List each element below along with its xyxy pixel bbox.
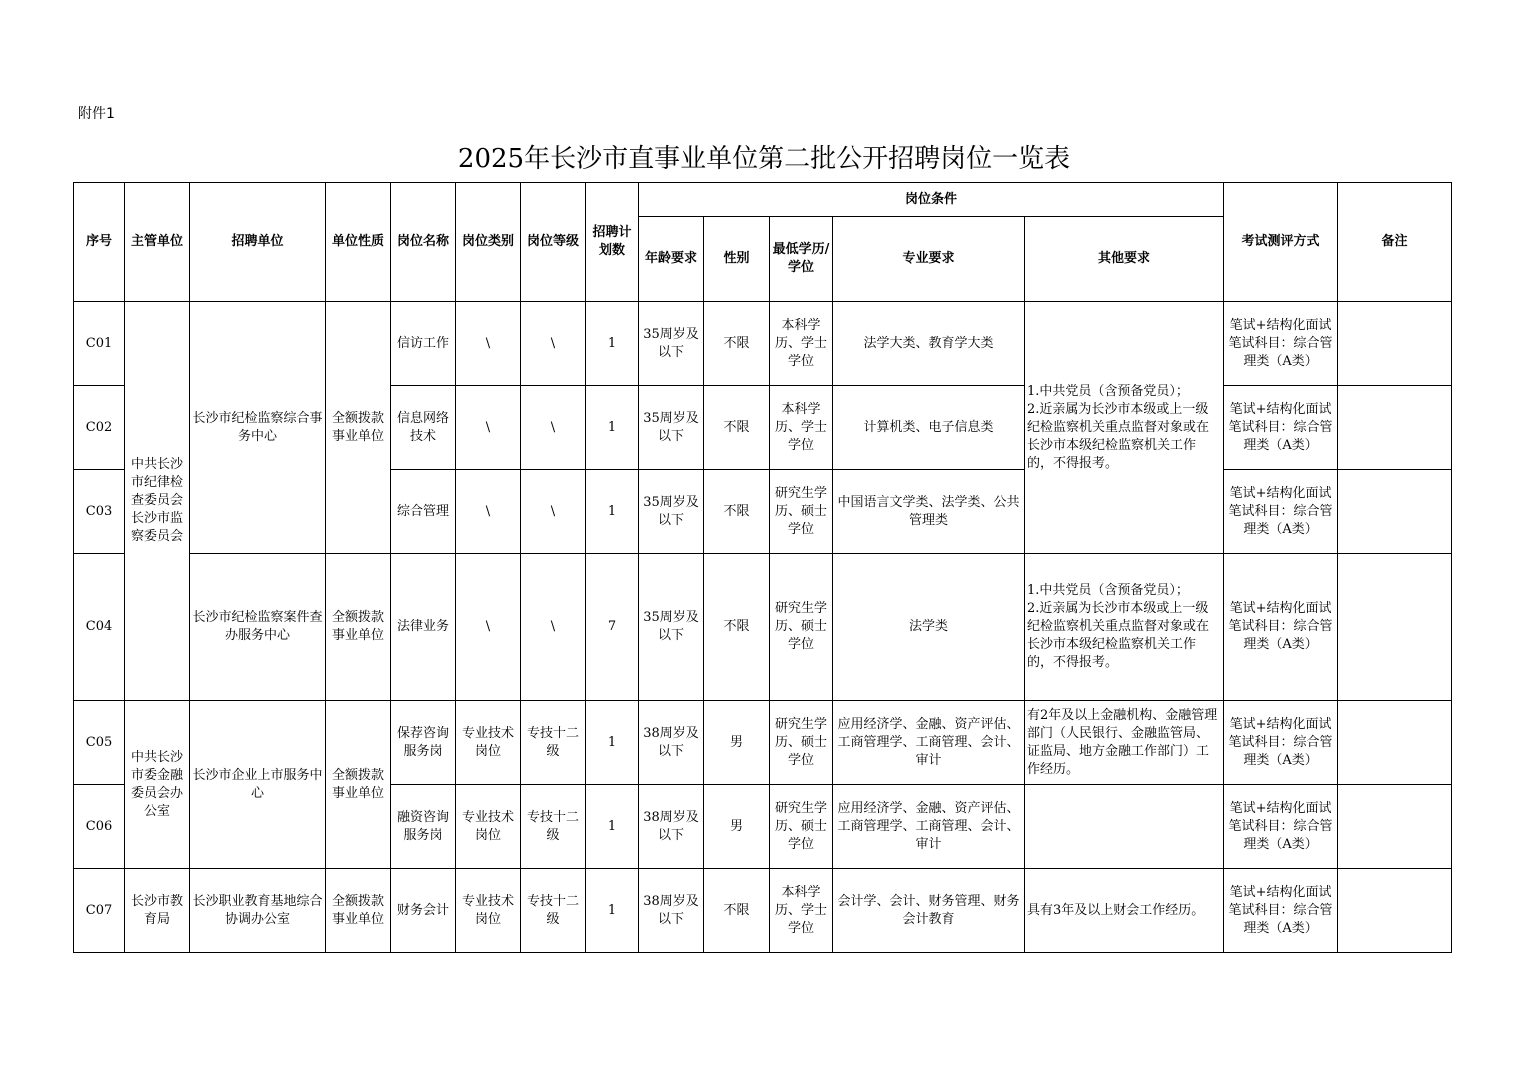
cell-age: 35周岁及以下 — [639, 386, 704, 470]
cell-major: 会计学、会计、财务管理、财务会计教育 — [833, 869, 1025, 953]
header-gender: 性别 — [704, 217, 770, 302]
cell-remark — [1338, 701, 1452, 785]
cell-id: C05 — [74, 701, 125, 785]
cell-plan: 7 — [586, 554, 639, 701]
cell-unit: 长沙市纪检监察案件查办服务中心 — [190, 554, 326, 701]
cell-post: 保荐咨询服务岗 — [391, 701, 456, 785]
header-unit: 招聘单位 — [190, 183, 326, 302]
cell-age: 38周岁及以下 — [639, 785, 704, 869]
cell-edu: 研究生学历、硕士学位 — [770, 470, 833, 554]
cell-plan: 1 — [586, 470, 639, 554]
recruitment-table — [73, 182, 1452, 953]
cell-exam: 笔试+结构化面试笔试科目：综合管理类（A类） — [1224, 302, 1338, 386]
cell-gender: 男 — [704, 701, 770, 785]
cell-id: C06 — [74, 785, 125, 869]
cell-gender: 不限 — [704, 386, 770, 470]
cell-major: 法学大类、教育学大类 — [833, 302, 1025, 386]
cell-major: 法学类 — [833, 554, 1025, 701]
cell-other: 1.中共党员（含预备党员）； 2.近亲属为长沙市本级或上一级纪检监察机关重点监督对象或在长沙市本级纪检监察机关工作的，不得报考。 — [1025, 554, 1224, 701]
cell-other: 具有3年及以上财会工作经历。 — [1025, 869, 1224, 953]
table-row — [74, 302, 1452, 386]
cell-level: \ — [521, 302, 586, 386]
cell-other: 1.中共党员（含预备党员）； 2.近亲属为长沙市本级或上一级纪检监察机关重点监督对象或在长沙市本级纪检监察机关工作的，不得报考。 — [1025, 302, 1224, 554]
cell-type: 专业技术岗位 — [456, 785, 521, 869]
cell-gender: 男 — [704, 785, 770, 869]
cell-remark — [1338, 470, 1452, 554]
cell-type: 专业技术岗位 — [456, 701, 521, 785]
header-edu: 最低学历/学位 — [770, 217, 833, 302]
cell-remark — [1338, 785, 1452, 869]
cell-edu: 本科学历、学士学位 — [770, 869, 833, 953]
cell-gender: 不限 — [704, 302, 770, 386]
cell-major: 中国语言文学类、法学类、公共管理类 — [833, 470, 1025, 554]
cell-nature: 全额拨款事业单位 — [326, 302, 391, 554]
cell-other: 有2年及以上金融机构、金融管理部门（人民银行、金融监管局、证监局、地方金融工作部门）工作经历。 — [1025, 701, 1224, 785]
cell-level: \ — [521, 386, 586, 470]
header-remark: 备注 — [1338, 183, 1452, 302]
cell-gender: 不限 — [704, 470, 770, 554]
cell-remark — [1338, 869, 1452, 953]
cell-gender: 不限 — [704, 554, 770, 701]
header-nature: 单位性质 — [326, 183, 391, 302]
header-post-name: 岗位名称 — [391, 183, 456, 302]
cell-unit: 长沙市纪检监察综合事务中心 — [190, 302, 326, 554]
header-conditions: 岗位条件 — [639, 183, 1224, 217]
cell-plan: 1 — [586, 386, 639, 470]
cell-gender: 不限 — [704, 869, 770, 953]
table-row — [74, 869, 1452, 953]
header-authority: 主管单位 — [125, 183, 190, 302]
cell-nature: 全额拨款事业单位 — [326, 554, 391, 701]
cell-post: 综合管理 — [391, 470, 456, 554]
cell-id: C04 — [74, 554, 125, 701]
header-post-type: 岗位类别 — [456, 183, 521, 302]
cell-level: 专技十二级 — [521, 869, 586, 953]
cell-exam: 笔试+结构化面试笔试科目：综合管理类（A类） — [1224, 869, 1338, 953]
cell-id: C01 — [74, 302, 125, 386]
cell-edu: 研究生学历、硕士学位 — [770, 701, 833, 785]
header-other: 其他要求 — [1025, 217, 1224, 302]
cell-plan: 1 — [586, 869, 639, 953]
cell-type: \ — [456, 302, 521, 386]
attachment-label: 附件1 — [78, 106, 115, 122]
page-title: 2025年长沙市直事业单位第二批公开招聘岗位一览表 — [457, 144, 1071, 174]
cell-age: 35周岁及以下 — [639, 470, 704, 554]
cell-type: \ — [456, 554, 521, 701]
cell-major: 应用经济学、金融、资产评估、工商管理学、工商管理、会计、审计 — [833, 701, 1025, 785]
cell-plan: 1 — [586, 785, 639, 869]
cell-remark — [1338, 554, 1452, 701]
cell-post: 财务会计 — [391, 869, 456, 953]
cell-level: 专技十二级 — [521, 701, 586, 785]
cell-major: 计算机类、电子信息类 — [833, 386, 1025, 470]
cell-remark — [1338, 386, 1452, 470]
cell-major: 应用经济学、金融、资产评估、工商管理学、工商管理、会计、审计 — [833, 785, 1025, 869]
table-row — [74, 554, 1452, 701]
header-exam: 考试测评方式 — [1224, 183, 1338, 302]
cell-post: 信访工作 — [391, 302, 456, 386]
cell-edu: 研究生学历、硕士学位 — [770, 785, 833, 869]
cell-exam: 笔试+结构化面试笔试科目：综合管理类（A类） — [1224, 554, 1338, 701]
cell-type: 专业技术岗位 — [456, 869, 521, 953]
cell-other — [1025, 785, 1224, 869]
cell-unit: 长沙职业教育基地综合协调办公室 — [190, 869, 326, 953]
cell-authority: 中共长沙市纪律检查委员会长沙市监察委员会 — [125, 302, 190, 701]
cell-type: \ — [456, 386, 521, 470]
cell-level: 专技十二级 — [521, 785, 586, 869]
header-major: 专业要求 — [833, 217, 1025, 302]
cell-age: 38周岁及以下 — [639, 701, 704, 785]
cell-exam: 笔试+结构化面试笔试科目：综合管理类（A类） — [1224, 470, 1338, 554]
header-age: 年龄要求 — [639, 217, 704, 302]
header-plan: 招聘计划数 — [586, 183, 639, 302]
cell-edu: 研究生学历、硕士学位 — [770, 554, 833, 701]
cell-post: 信息网络技术 — [391, 386, 456, 470]
cell-exam: 笔试+结构化面试笔试科目：综合管理类（A类） — [1224, 386, 1338, 470]
cell-age: 35周岁及以下 — [639, 302, 704, 386]
cell-exam: 笔试+结构化面试笔试科目：综合管理类（A类） — [1224, 701, 1338, 785]
cell-edu: 本科学历、学士学位 — [770, 386, 833, 470]
cell-id: C07 — [74, 869, 125, 953]
cell-post: 法律业务 — [391, 554, 456, 701]
cell-level: \ — [521, 554, 586, 701]
cell-id: C02 — [74, 386, 125, 470]
cell-nature: 全额拨款事业单位 — [326, 869, 391, 953]
cell-plan: 1 — [586, 701, 639, 785]
cell-plan: 1 — [586, 302, 639, 386]
table-row — [74, 701, 1452, 785]
cell-authority: 中共长沙市委金融委员会办公室 — [125, 701, 190, 869]
cell-unit: 长沙市企业上市服务中心 — [190, 701, 326, 869]
header-post-level: 岗位等级 — [521, 183, 586, 302]
header-seq: 序号 — [74, 183, 125, 302]
cell-id: C03 — [74, 470, 125, 554]
cell-exam: 笔试+结构化面试笔试科目：综合管理类（A类） — [1224, 785, 1338, 869]
cell-edu: 本科学历、学士学位 — [770, 302, 833, 386]
cell-age: 35周岁及以下 — [639, 554, 704, 701]
cell-level: \ — [521, 470, 586, 554]
cell-age: 38周岁及以下 — [639, 869, 704, 953]
cell-nature: 全额拨款事业单位 — [326, 701, 391, 869]
cell-post: 融资咨询服务岗 — [391, 785, 456, 869]
cell-remark — [1338, 302, 1452, 386]
cell-type: \ — [456, 470, 521, 554]
cell-authority: 长沙市教育局 — [125, 869, 190, 953]
